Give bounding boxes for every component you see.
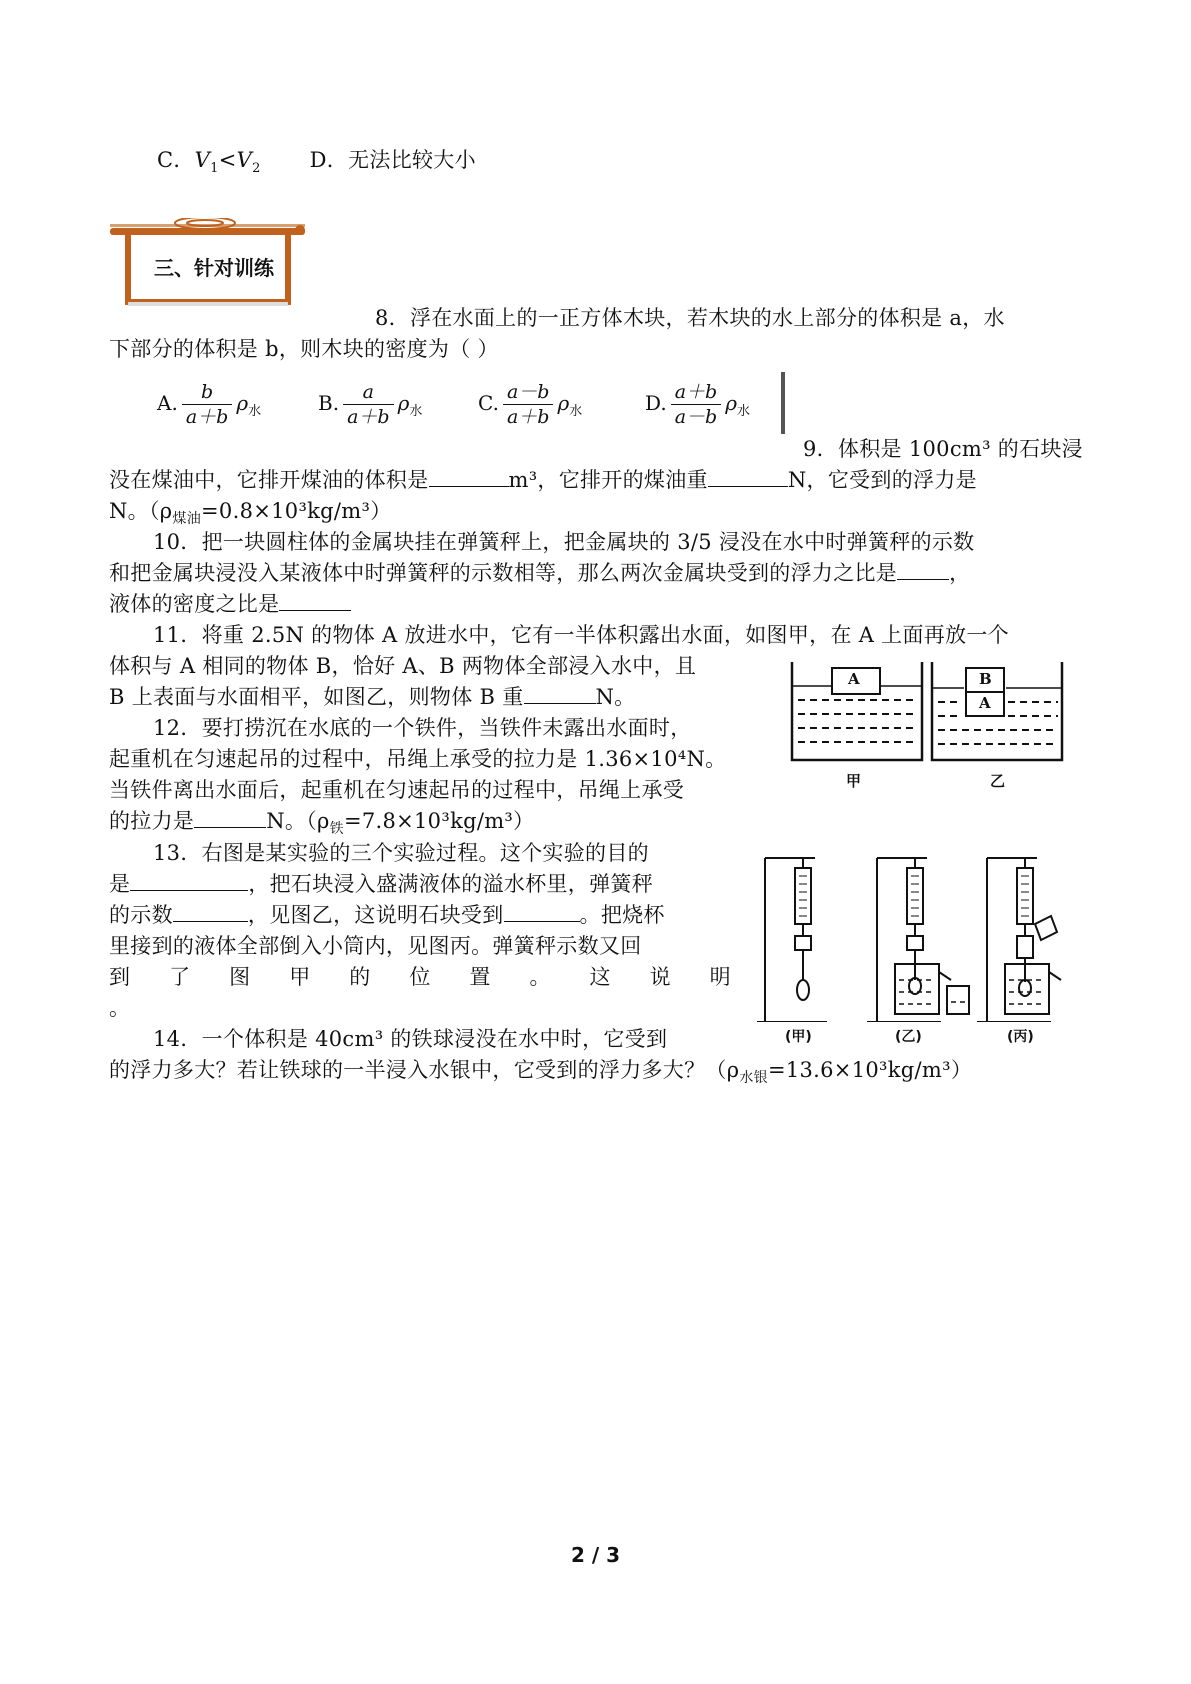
q13-blank-purpose[interactable] [130,870,248,891]
fig-caption-yi: 乙 [990,772,1006,790]
spring-scale-diagram [755,852,1085,1022]
section-banner [110,218,305,306]
q11-figure: A B A 甲 乙 [790,658,1070,793]
q12-blank-tension[interactable] [194,807,266,828]
q9-line3: N。$(\rho_{煤油}=0.8\times 10^3kg/m^3)$ [109,499,392,528]
q14-line1: 14．一个体积是 40cm³ 的铁球浸没在水中时，它受到 [153,1027,668,1051]
q8-option-c: C. $\frac{a-b}{a+b}$ $\rho_水$ [478,381,583,428]
q9-blank-volume[interactable] [429,466,509,487]
q12-line4: 的拉力是 N。$(\rho_铁=7.8\times 10^3kg/m^3)$ [109,809,535,838]
q10-blank-ratio[interactable] [897,559,949,580]
fig-caption-a: (甲) [785,1029,812,1045]
q13-line4: 里接到的液体全部倒入小筒内，见图丙。弹簧秤示数又回 [109,934,642,958]
q8-line1: 8．浮在水面上的一正方体木块，若木块的水上部分的体积是 a，水 [375,306,1005,330]
q13-line1: 13．右图是某实验的三个实验过程。这个实验的目的 [153,841,649,865]
q10-line3: 液体的密度之比是 [109,589,351,619]
beakers-diagram [790,658,1070,768]
q8-option-a: A. $\frac{b}{a+b}$ $\rho_水$ [157,381,262,428]
q11-line3: B 上表面与水面相平，如图乙，则物体 B 重 N。 [109,685,636,709]
q13-figure [755,852,1085,1047]
q9-line1: 9．体积是 100cm³ 的石块浸 [803,437,1083,461]
q11-line2: 体积与 A 相同的物体 B，恰好 A、B 两物体全部浸入水中，且 [109,654,697,678]
q8-option-b: B. $\frac{a}{a+b}$ $\rho_水$ [318,381,423,428]
q10-line2: 和把金属块浸没入某液体中时弹簧秤的示数相等，那么两次金属块受到的浮力之比是 ， [109,561,971,585]
q10-line1: 10．把一块圆柱体的金属块挂在弹簧秤上，把金属块的 3/5 浸没在水中时弹簧秤的示数 [153,530,975,554]
q13-blank-reading[interactable] [173,901,248,922]
page-number: 2 / 3 [570,1543,621,1567]
section-title: 三、针对训练 [154,256,274,280]
q13-line6: 。 [109,996,131,1020]
q9-blank-weight[interactable] [708,466,788,487]
q14-line2: 的浮力多大？若让铁球的一半浸入水银中，它受到的浮力多大？$(\rho_{水银}=13.6\times 10^3kg/m^3)$ [109,1058,973,1087]
q12-line2: 起重机在匀速起吊的过程中，吊绳上承受的拉力是 1.36×10⁴N。 [109,747,727,771]
q13-line3: 的示数 ，见图乙，这说明石块受到 。把烧杯 [109,903,665,927]
q13-line5: 到 了 图 甲 的 位 置 。 这 说 明 [109,965,731,989]
q11-blank-weight[interactable] [524,683,596,704]
q12-line3: 当铁件离出水面后，起重机在匀速起吊的过程中，吊绳上承受 [109,778,685,802]
q13-blank-force[interactable] [504,901,580,922]
fig-caption-c: (丙) [1007,1029,1034,1045]
q9-line2: 没在煤油中，它排开煤油的体积是 m³，它排开的煤油重 N，它受到的浮力是 [109,468,977,492]
answer-options-cd: C．$V_1<V_2$ D．无法比较大小 [157,148,476,177]
q8-line2: 下部分的体积是 b，则木块的密度为（ ） [109,337,499,361]
fig-caption-b: (乙) [895,1029,922,1045]
q12-line1: 12．要打捞沉在水底的一个铁件，当铁件未露出水面时， [153,716,692,740]
q11-line1: 11．将重 2.5N 的物体 A 放进水中，它有一半体积露出水面，如图甲，在 A 上面再放一个 [153,623,1009,647]
q8-option-d: D. $\frac{a+b}{a-b}$ $\rho_水$ [645,381,750,428]
q10-blank-density[interactable] [279,590,351,611]
divider [781,372,785,434]
q13-line2: 是 ，把石块浸入盛满液体的溢水杯里，弹簧秤 [109,872,654,896]
fig-caption-jia: 甲 [846,772,862,790]
